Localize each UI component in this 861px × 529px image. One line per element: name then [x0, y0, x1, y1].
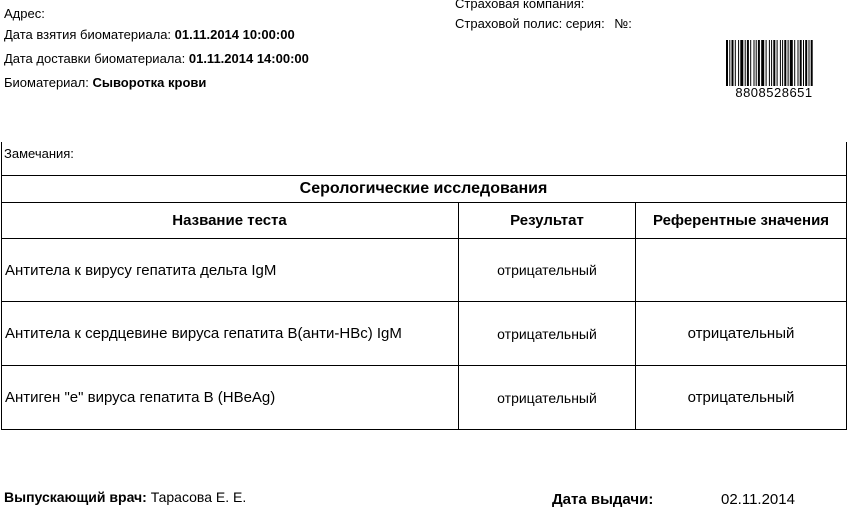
- barcode-bar: [745, 40, 746, 86]
- table-row-1-result: отрицательный: [497, 262, 597, 278]
- barcode-bars: [726, 40, 822, 86]
- barcode-bar: [729, 40, 730, 86]
- collect-date-line: [4, 27, 295, 42]
- notes-label: Замечания:: [4, 146, 74, 161]
- policy-line: [455, 16, 632, 31]
- doctor-name: Тарасова Е. Е.: [150, 489, 247, 505]
- table-row-3-test: Антиген "e" вируса гепатита В (HBeAg): [5, 389, 276, 406]
- barcode-bar: [769, 40, 770, 86]
- delivery-date-value: 01.11.2014 14:00:00: [188, 51, 309, 66]
- biomaterial-label: Биоматериал:: [4, 75, 89, 90]
- barcode-bar: [794, 40, 795, 86]
- issue-date-value: 02.11.2014: [721, 491, 795, 508]
- barcode-bar: [761, 40, 764, 86]
- table-row-2-test: Антитела к сердцевине вируса гепатита В(анти-HBc) IgM: [5, 325, 402, 342]
- table-row-3-result: отрицательный: [497, 389, 597, 406]
- table-row-2-reference: отрицательный: [687, 325, 795, 342]
- table-right-border: [846, 175, 847, 430]
- barcode-bar: [756, 40, 757, 86]
- barcode-bar: [809, 40, 810, 86]
- insurance-company-label: Страховая компания:: [455, 0, 585, 11]
- col-header-result: [459, 203, 635, 238]
- barcode-bar: [780, 40, 781, 86]
- col-header-reference: [636, 203, 846, 238]
- barcode-bar: [811, 40, 813, 86]
- collect-date-value: 01.11.2014 10:00:00: [174, 27, 295, 42]
- barcode-bar: [735, 40, 736, 86]
- col-header-result-text: Результат: [510, 212, 584, 229]
- delivery-date-label: Дата доставки биоматериала:: [4, 51, 186, 66]
- issue-date-label: [552, 491, 653, 508]
- table-row-3-reference: отрицательный: [687, 389, 795, 406]
- barcode-bar: [773, 40, 775, 86]
- table-row-1-reference: [636, 239, 846, 301]
- barcode-bar: [784, 40, 786, 86]
- section-title: [1, 176, 846, 202]
- barcode-bar: [800, 40, 802, 86]
- barcode-bar: [726, 40, 728, 86]
- section-title-text: Серологические исследования: [299, 180, 548, 197]
- biomaterial-line: [4, 75, 206, 90]
- barcode-number: 8808528651: [735, 85, 813, 100]
- table-row-2-result: отрицательный: [497, 325, 597, 342]
- doctor-label: Выпускающий врач:: [4, 489, 147, 505]
- barcode-bar: [738, 40, 739, 86]
- barcode-bar: [766, 40, 767, 86]
- col-header-reference-text: Референтные значения: [652, 212, 830, 229]
- policy-number-label: №:: [614, 16, 632, 31]
- barcode-bar: [788, 40, 789, 86]
- barcode-bar: [798, 40, 799, 86]
- barcode-bar: [758, 40, 760, 86]
- notes-left-border: [1, 142, 2, 175]
- address-label: Адрес:: [4, 6, 45, 21]
- barcode-bar: [782, 40, 783, 86]
- notes-right-border: [846, 142, 847, 175]
- issue-date-label-text: Дата выдачи:: [552, 491, 654, 508]
- barcode-image: [726, 40, 822, 86]
- barcode-bar: [754, 40, 755, 86]
- col-header-test-text: Название теста: [172, 212, 287, 229]
- barcode-bar: [805, 40, 807, 86]
- barcode-bar: [750, 40, 751, 86]
- col-header-test: [1, 203, 458, 238]
- barcode-bar: [771, 40, 772, 86]
- barcode-bar: [790, 40, 793, 86]
- barcode-bar: [777, 40, 778, 86]
- table-bottom-border: [1, 429, 847, 430]
- barcode-bar: [732, 40, 734, 86]
- barcode-bar: [803, 40, 804, 86]
- delivery-date-line: [4, 51, 309, 66]
- barcode-bar: [747, 40, 749, 86]
- doctor-line: [4, 489, 246, 505]
- table-row-1-test: Антитела к вирусу гепатита дельта IgM: [5, 261, 277, 279]
- policy-label: Страховой полис: серия:: [455, 16, 605, 31]
- barcode-bar: [740, 40, 743, 86]
- biomaterial-value: Сыворотка крови: [92, 75, 207, 90]
- collect-date-label: Дата взятия биоматериала:: [4, 27, 172, 42]
